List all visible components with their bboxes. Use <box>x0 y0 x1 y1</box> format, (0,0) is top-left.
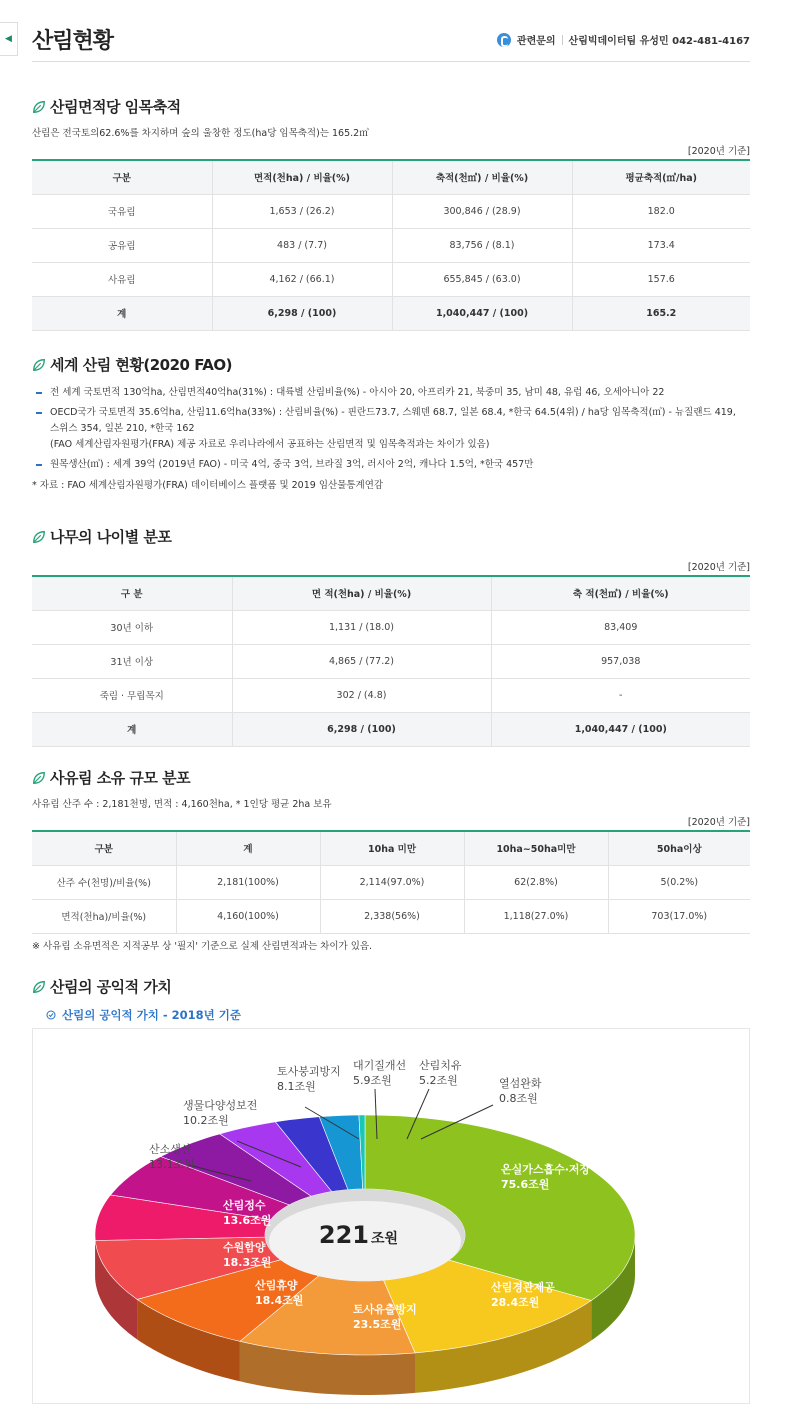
slice-label-name: 산소생산 <box>149 1143 192 1156</box>
slice-label-name: 산림경관제공 <box>491 1281 555 1294</box>
cell: 1,118(27.0%) <box>464 899 608 933</box>
col-header: 면적(천ha) / 비율(%) <box>212 160 392 194</box>
list-item: 원목생산(㎥) : 세계 39억 (2019년 FAO) - 미국 4억, 중국 3억, 브라질 3억, 러시아 2억, 캐나다 1.5억, *한국 457만 <box>32 457 750 473</box>
chart-subtitle <box>32 1007 750 1023</box>
slice-label-name: 산림휴양 <box>255 1279 298 1292</box>
section-title <box>32 526 750 547</box>
contact-text: 산림빅데이터팀 유성민 042-481-4167 <box>568 36 750 47</box>
section-stock-per-area <box>32 96 750 331</box>
list-item <box>32 405 750 453</box>
cell: 4,160(100%) <box>176 899 320 933</box>
slice-label-name: 산림치유 <box>419 1059 462 1072</box>
slice-label-name: 토사붕괴방지 <box>277 1065 341 1078</box>
caret-left-icon: ◀ <box>5 34 12 44</box>
cell: 31년 이상 <box>32 644 232 678</box>
slice-label-value: 5.9조원 <box>353 1074 392 1087</box>
cell: 계 <box>32 712 232 746</box>
divider <box>562 35 563 45</box>
cell: 157.6 <box>572 262 750 296</box>
col-header: 구 분 <box>32 576 232 610</box>
section-desc: 사유림 산주 수 : 2,181천명, 면적 : 4,160천ha, * 1인당 평균 2ha 보유 <box>32 799 332 810</box>
total-unit: 조원 <box>371 1231 399 1247</box>
basis-year: [2020년 기준] <box>687 562 750 573</box>
col-header: 10ha 미만 <box>320 831 464 865</box>
basis-year: [2020년 기준] <box>687 146 750 157</box>
cell: 공유림 <box>32 228 212 262</box>
slice-label-name: 온실가스흡수·저장 <box>501 1163 591 1176</box>
cell: 4,865 / (77.2) <box>232 644 491 678</box>
donut-chart <box>33 1029 751 1405</box>
slice-label-value: 13.6조원 <box>223 1214 272 1227</box>
slice-label-name: 생물다양성보전 <box>183 1099 258 1112</box>
section-title-text: 나무의 나이별 분포 <box>50 528 172 546</box>
col-header: 축 적(천㎥) / 비율(%) <box>491 576 750 610</box>
list-item: 전 세계 국토면적 130억ha, 산림면적40억ha(31%) : 대륙별 산림비율(%) - 아시아 20, 아프리카 21, 북중미 35, 남미 48, 유럽 46, 오세아니아 22 <box>32 385 750 401</box>
table-row <box>32 194 750 228</box>
cell: 30년 이하 <box>32 610 232 644</box>
section-title <box>32 767 750 788</box>
total-value: 221 <box>318 1221 369 1249</box>
list-item-line: 스위스 354, 일본 210, *한국 162 <box>50 423 195 434</box>
cell: 5(0.2%) <box>608 865 750 899</box>
section-title-text: 산림면적당 임목축적 <box>50 98 181 116</box>
cell: 182.0 <box>572 194 750 228</box>
cell: 83,756 / (8.1) <box>392 228 572 262</box>
col-header: 구분 <box>32 831 176 865</box>
total-row <box>32 712 750 746</box>
leaf-icon <box>32 100 46 114</box>
cell: 1,040,447 / (100) <box>491 712 750 746</box>
table-row <box>32 865 750 899</box>
list-item-line: (FAO 세계산림자원평가(FRA) 제공 자료로 우리나라에서 공표하는 산림면적 및 임목축적과는 차이가 있음) <box>50 439 490 450</box>
cell: 면적(천ha)/비율(%) <box>32 899 176 933</box>
table-row <box>32 899 750 933</box>
table-row <box>32 610 750 644</box>
leaf-icon <box>32 980 46 994</box>
section-title-text: 세계 산림 현황(2020 FAO) <box>50 356 232 374</box>
table-header-row <box>32 160 750 194</box>
cell: 2,338(56%) <box>320 899 464 933</box>
slice-label-value: 75.6조원 <box>501 1178 550 1191</box>
cell: 계 <box>32 296 212 330</box>
contact-info <box>497 32 750 47</box>
section-tree-age <box>32 526 750 747</box>
col-header: 축적(천㎥) / 비율(%) <box>392 160 572 194</box>
col-header: 50ha이상 <box>608 831 750 865</box>
cell: 300,846 / (28.9) <box>392 194 572 228</box>
col-header: 계 <box>176 831 320 865</box>
slice-label-name: 열섬완화 <box>499 1077 542 1090</box>
table-row <box>32 262 750 296</box>
source-note: * 자료 : FAO 세계산림자원평가(FRA) 데이터베이스 플랫폼 및 2019 임산물통계연감 <box>32 480 384 491</box>
section-title <box>32 96 750 117</box>
col-header: 평균축적(㎥/ha) <box>572 160 750 194</box>
slice-label-value: 8.1조원 <box>277 1080 316 1093</box>
leaf-icon <box>32 358 46 372</box>
age-table <box>32 575 750 747</box>
cell: 산주 수(천명)/비율(%) <box>32 865 176 899</box>
cell: 173.4 <box>572 228 750 262</box>
cell: 죽림 · 무립목지 <box>32 678 232 712</box>
slice-label-value: 18.3조원 <box>223 1256 272 1269</box>
check-circle-icon <box>46 1010 56 1020</box>
slice-label-value: 28.4조원 <box>491 1296 540 1309</box>
slice-label-value: 18.4조원 <box>255 1294 304 1307</box>
slice-label-value: 5.2조원 <box>419 1074 458 1087</box>
donut-chart-panel <box>32 1028 750 1404</box>
side-collapse-tab[interactable] <box>0 22 18 56</box>
bullet-list <box>32 385 750 473</box>
cell: 6,298 / (100) <box>212 296 392 330</box>
owner-table <box>32 830 750 934</box>
page-header <box>32 16 750 62</box>
slice-label-value: 10.2조원 <box>183 1114 229 1127</box>
cell: 4,162 / (66.1) <box>212 262 392 296</box>
section-title <box>32 354 750 375</box>
cell: 62(2.8%) <box>464 865 608 899</box>
leaf-icon <box>32 771 46 785</box>
slice-label-value: 23.5조원 <box>353 1318 402 1331</box>
slice-label-name: 토사유출방지 <box>353 1303 417 1316</box>
slice-label-name: 수원함양 <box>223 1241 266 1254</box>
cell: 1,131 / (18.0) <box>232 610 491 644</box>
cell: 957,038 <box>491 644 750 678</box>
list-item-line: OECD국가 국토면적 35.6억ha, 산림11.6억ha(33%) : 산림비율(%) - 핀란드73.7, 스웨덴 68.7, 일본 68.4, *한국 64.5(4위) / ha당 임목축적(㎥) - 뉴질랜드 419, <box>50 407 736 418</box>
table-row <box>32 678 750 712</box>
leaf-icon <box>32 530 46 544</box>
cell: 83,409 <box>491 610 750 644</box>
page-title: 산림현황 <box>32 29 114 54</box>
col-header: 구분 <box>32 160 212 194</box>
stock-table <box>32 159 750 331</box>
cell: 국유림 <box>32 194 212 228</box>
cell: 655,845 / (63.0) <box>392 262 572 296</box>
table-header-row <box>32 576 750 610</box>
cell: 1,653 / (26.2) <box>212 194 392 228</box>
cell: 6,298 / (100) <box>232 712 491 746</box>
cell: 2,181(100%) <box>176 865 320 899</box>
section-world-forest <box>32 354 750 491</box>
section-title-text: 산림의 공익적 가치 <box>50 978 172 996</box>
cell: 165.2 <box>572 296 750 330</box>
cell: - <box>491 678 750 712</box>
basis-year: [2020년 기준] <box>687 817 750 828</box>
slice-label-value: 0.8조원 <box>499 1092 538 1105</box>
section-title <box>32 976 750 997</box>
cell: 2,114(97.0%) <box>320 865 464 899</box>
slice-label-name: 대기질개선 <box>353 1059 407 1072</box>
section-public-value <box>32 976 750 1023</box>
cell: 703(17.0%) <box>608 899 750 933</box>
phone-icon <box>497 33 511 47</box>
cell: 사유림 <box>32 262 212 296</box>
table-row <box>32 644 750 678</box>
total-row <box>32 296 750 330</box>
col-header: 면 적(천ha) / 비율(%) <box>232 576 491 610</box>
col-header: 10ha~50ha미만 <box>464 831 608 865</box>
cell: 302 / (4.8) <box>232 678 491 712</box>
section-title-text: 사유림 소유 규모 분포 <box>50 769 191 787</box>
table-row <box>32 228 750 262</box>
contact-label: 관련문의 <box>516 36 556 47</box>
cell: 483 / (7.7) <box>212 228 392 262</box>
table-header-row <box>32 831 750 865</box>
cell: 1,040,447 / (100) <box>392 296 572 330</box>
section-desc: 산림은 전국토의62.6%를 차지하며 숲의 울창한 정도(ha당 임목축적)는 165.2㎥ <box>32 128 369 139</box>
section-private-forest <box>32 767 750 952</box>
owner-note: ※ 사유림 소유면적은 지적공부 상 '필지' 기준으로 실제 산림면적과는 차이가 있음. <box>32 940 373 952</box>
slice-label-value: 13.1조원 <box>149 1158 195 1171</box>
chart-subtitle-text: 산림의 공익적 가치 - 2018년 기준 <box>62 1008 241 1022</box>
slice-label-name: 산림정수 <box>223 1199 266 1212</box>
